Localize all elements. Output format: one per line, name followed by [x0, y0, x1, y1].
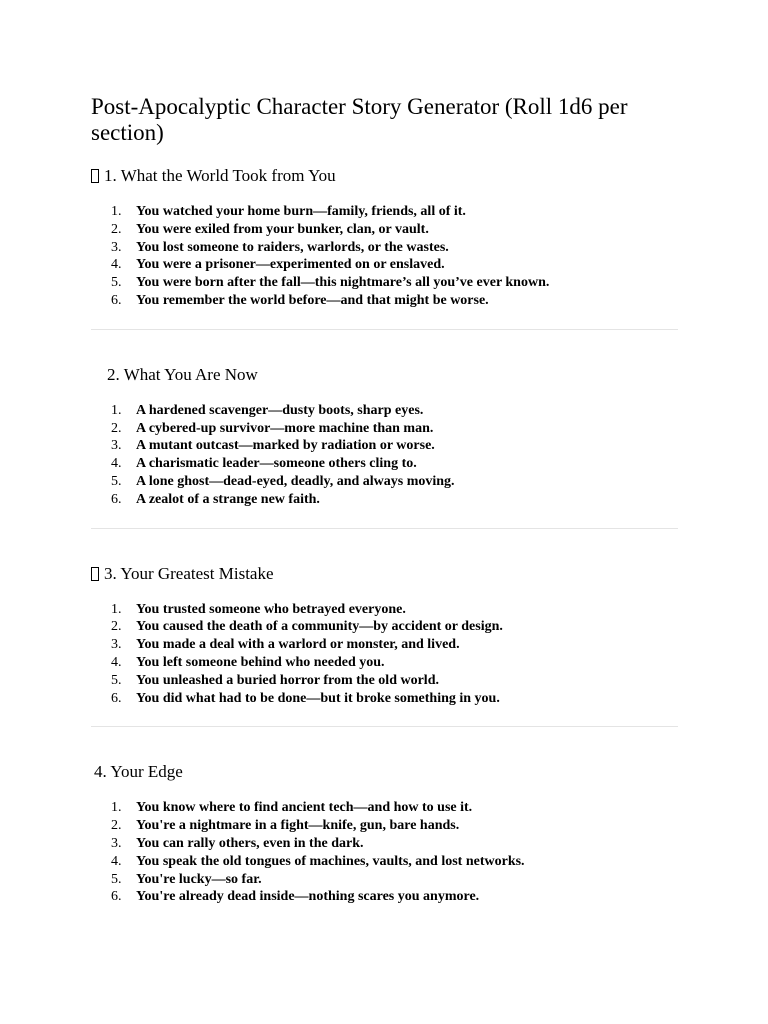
- item-number: 4.: [111, 257, 122, 273]
- section-greatest-mistake: [91, 564, 678, 728]
- list-item: [111, 690, 678, 708]
- section-divider: [91, 726, 678, 727]
- list-item: [111, 473, 678, 491]
- item-number: 1.: [111, 204, 122, 219]
- item-text: A lone ghost—dead-eyed, deadly, and always moving.: [136, 473, 455, 489]
- item-number: 3.: [111, 637, 122, 653]
- item-number: 1.: [111, 402, 122, 418]
- item-number: 4.: [111, 456, 122, 472]
- list-item: [111, 888, 678, 906]
- item-text: You unleashed a buried horror from the old world.: [136, 672, 439, 688]
- list-item: [111, 871, 678, 889]
- item-text: You're already dead inside—nothing scares you anymore.: [136, 889, 480, 905]
- item-text: You made a deal with a warlord or monster, and lived.: [136, 637, 460, 653]
- section-heading-text: 4. Your Edge: [94, 762, 183, 782]
- section-heading-text: 1. What the World Took from You: [104, 166, 336, 185]
- list-item: [111, 853, 678, 871]
- section-heading: [91, 762, 678, 782]
- options-list: [91, 402, 678, 509]
- item-number: 3.: [111, 835, 122, 851]
- item-text: You're lucky—so far.: [136, 871, 262, 887]
- list-item: [111, 203, 678, 221]
- item-number: 6.: [111, 292, 122, 308]
- list-item: [111, 256, 678, 274]
- section-divider: [91, 528, 678, 529]
- item-number: 5.: [111, 275, 122, 291]
- item-number: 2.: [111, 420, 122, 436]
- list-item: [111, 402, 678, 420]
- item-number: 3.: [111, 438, 122, 454]
- list-item: [111, 274, 678, 292]
- item-number: 2.: [111, 619, 122, 635]
- item-number: 5.: [111, 871, 122, 887]
- item-number: 6.: [111, 491, 122, 507]
- list-item: [111, 835, 678, 853]
- item-text: You watched your home burn—family, friends, all of it.: [136, 204, 466, 219]
- list-item: [111, 221, 678, 239]
- item-number: 5.: [111, 473, 122, 489]
- item-text: You remember the world before—and that might be worse.: [136, 292, 489, 308]
- item-number: 6.: [111, 690, 122, 706]
- item-number: 3.: [111, 239, 122, 255]
- section-heading: [91, 365, 678, 385]
- list-item: [111, 799, 678, 817]
- list-item: [111, 601, 678, 619]
- list-item: [111, 672, 678, 690]
- document-page: [91, 94, 678, 906]
- list-item: [111, 817, 678, 835]
- item-number: 4.: [111, 853, 122, 869]
- list-item: [111, 239, 678, 257]
- section-divider: [91, 329, 678, 330]
- missing-glyph-icon: [91, 567, 99, 581]
- item-text: You did what had to be done—but it broke something in you.: [136, 690, 500, 706]
- options-list: [91, 601, 678, 708]
- item-text: You were a prisoner—experimented on or enslaved.: [136, 257, 445, 273]
- item-number: 6.: [111, 889, 122, 905]
- list-item: [111, 455, 678, 473]
- missing-glyph-icon: [91, 169, 99, 183]
- list-item: [111, 437, 678, 455]
- list-item: [111, 618, 678, 636]
- section-heading: [91, 564, 678, 584]
- item-number: 2.: [111, 818, 122, 834]
- section-heading: [91, 166, 678, 186]
- item-text: You know where to find ancient tech—and how to use it.: [136, 800, 473, 816]
- options-list: [91, 799, 678, 906]
- item-text: You speak the old tongues of machines, vaults, and lost networks.: [136, 853, 525, 869]
- item-number: 4.: [111, 654, 122, 670]
- item-number: 1.: [111, 800, 122, 816]
- item-text: A cybered-up survivor—more machine than man.: [136, 420, 434, 436]
- list-item: [111, 420, 678, 438]
- section-what-you-are: [91, 365, 678, 529]
- item-text: You're a nightmare in a fight—knife, gun, bare hands.: [136, 818, 460, 834]
- list-item: [111, 292, 678, 310]
- item-number: 2.: [111, 221, 122, 237]
- item-text: A mutant outcast—marked by radiation or worse.: [136, 438, 435, 454]
- item-text: You can rally others, even in the dark.: [136, 835, 364, 851]
- item-text: You were born after the fall—this nightmare’s all you’ve ever known.: [136, 275, 550, 291]
- item-text: You trusted someone who betrayed everyone.: [136, 601, 406, 617]
- document-title: Post-Apocalyptic Character Story Generator (Roll 1d6 per section): [91, 94, 628, 145]
- list-item: [111, 636, 678, 654]
- item-text: A zealot of a strange new faith.: [136, 491, 320, 507]
- item-text: You left someone behind who needed you.: [136, 654, 385, 670]
- item-number: 5.: [111, 672, 122, 688]
- section-your-edge: [91, 762, 678, 906]
- options-list: [91, 203, 678, 310]
- section-heading-text: 2. What You Are Now: [107, 364, 258, 384]
- item-text: You caused the death of a community—by accident or design.: [136, 619, 503, 635]
- section-world-took: [91, 166, 678, 330]
- item-text: A charismatic leader—someone others cling to.: [136, 456, 417, 472]
- section-heading-text: 3. Your Greatest Mistake: [104, 563, 274, 583]
- list-item: [111, 491, 678, 509]
- item-number: 1.: [111, 601, 122, 617]
- list-item: [111, 654, 678, 672]
- item-text: A hardened scavenger—dusty boots, sharp eyes.: [136, 402, 424, 418]
- item-text: You lost someone to raiders, warlords, or the wastes.: [136, 239, 449, 255]
- item-text: You were exiled from your bunker, clan, or vault.: [136, 221, 429, 237]
